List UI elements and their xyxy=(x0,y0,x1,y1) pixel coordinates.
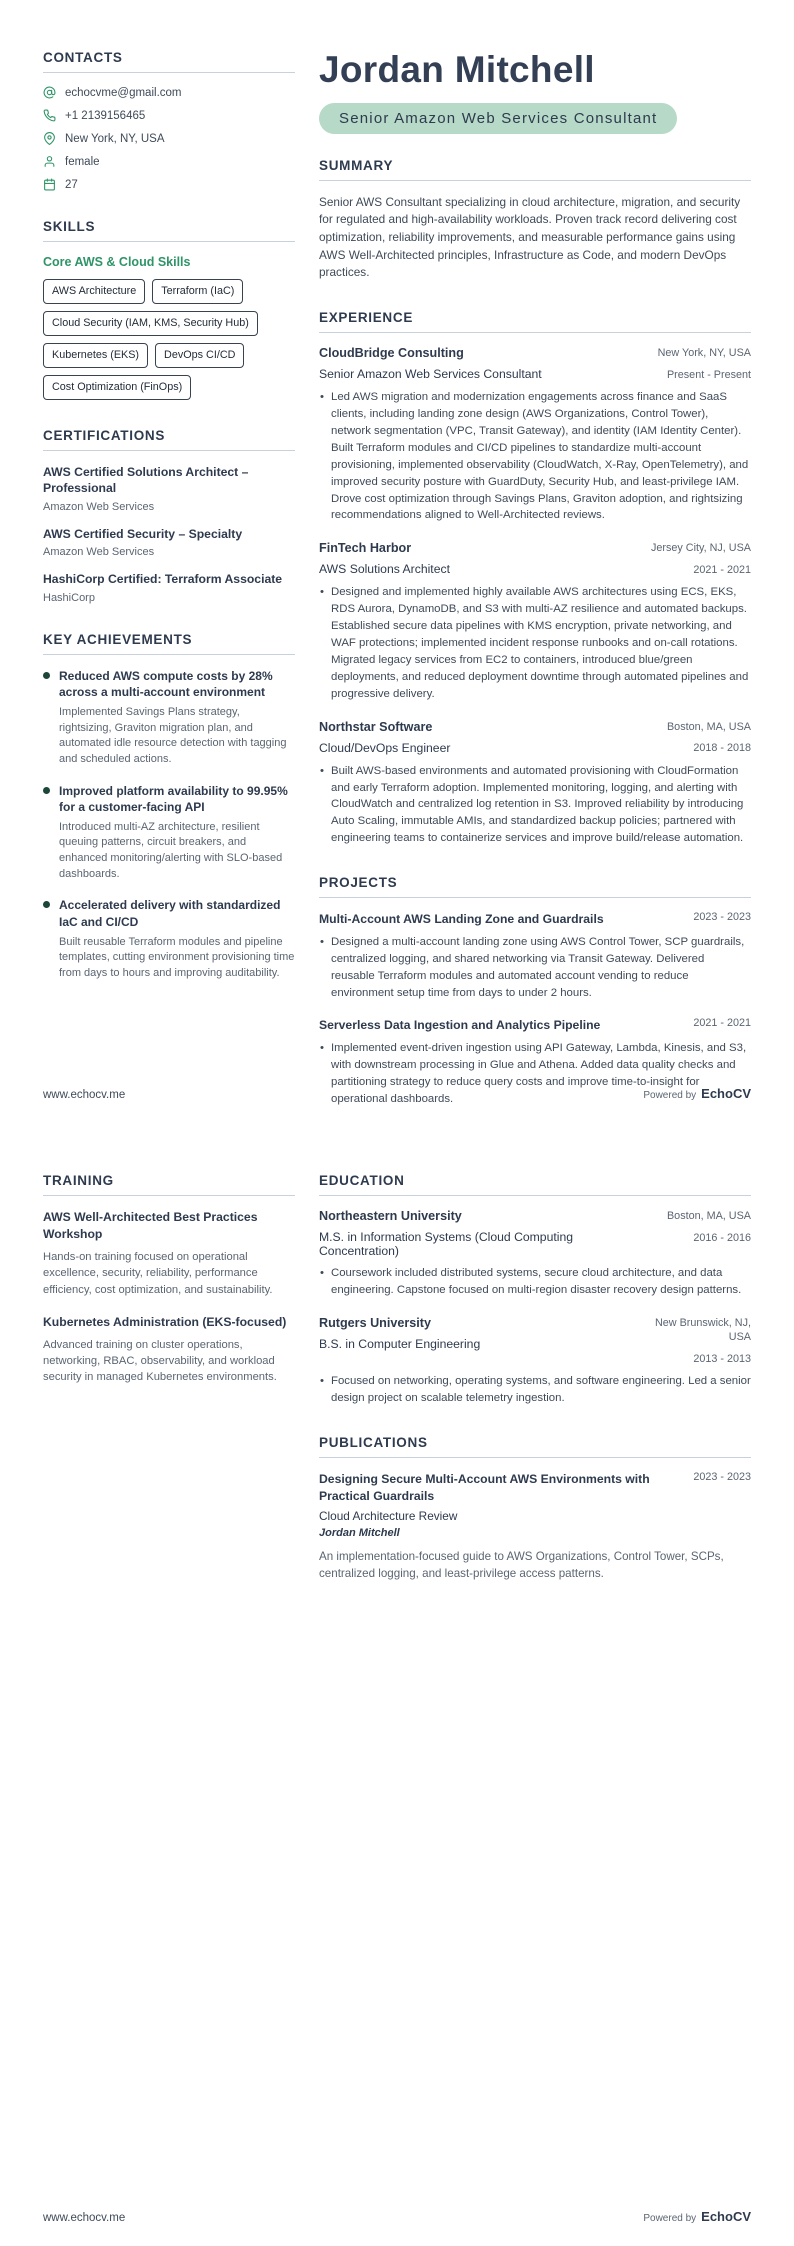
powered-by-prefix: Powered by xyxy=(643,2213,697,2224)
school-location: New Brunswick, NJ, USA xyxy=(655,1316,751,1344)
powered-by-brand: EchoCV xyxy=(701,1086,751,1101)
page-footer xyxy=(43,2209,751,2224)
publications-section xyxy=(319,1435,751,1583)
right-column-page2 xyxy=(319,1173,751,1611)
skill-pill: Terraform (IaC) xyxy=(152,279,243,304)
bullet-dot-icon xyxy=(43,672,50,679)
education-item xyxy=(319,1209,751,1299)
achievement-title: Accelerated delivery with standardized IaC and CI/CD xyxy=(59,898,281,929)
achievement-title: Improved platform availability to 99.95% for a customer-facing API xyxy=(59,783,288,814)
experience-item xyxy=(319,720,751,848)
certification-item xyxy=(43,464,295,513)
skill-pill: Kubernetes (EKS) xyxy=(43,343,148,368)
training-section xyxy=(43,1173,295,1386)
summary-section xyxy=(319,158,751,282)
footer-site-link: www.echocv.me xyxy=(43,1089,126,1101)
company-name: CloudBridge Consulting xyxy=(319,346,464,361)
phone-text: +1 2139156465 xyxy=(65,109,146,122)
achievement-title: Reduced AWS compute costs by 28% across a multi-account environment xyxy=(59,668,273,699)
job-location: Jersey City, NJ, USA xyxy=(651,542,751,555)
skill-pill: DevOps CI/CD xyxy=(155,343,244,368)
powered-by-prefix: Powered by xyxy=(643,1090,697,1101)
skills-pill-list xyxy=(43,279,295,400)
job-dates: 2018 - 2018 xyxy=(693,742,751,755)
certification-issuer: Amazon Web Services xyxy=(43,546,155,559)
job-bullet: • Built AWS-based environments and automated provisioning with CloudFormation and early Terraform adoption. Implemented monitoring, logging, and alerting with CloudWatch and centralized log retention in S3. Improved reliability by introducing Auto Scaling, immutable AMIs, and standardized backup policies; partnered with engineering teams to containerize services and improve build/release automation. xyxy=(319,763,751,847)
project-title: Serverless Data Ingestion and Analytics Pipeline xyxy=(319,1017,601,1032)
bullet-dot-icon xyxy=(43,901,50,908)
education-heading: EDUCATION xyxy=(319,1173,751,1196)
job-bullet: • Designed and implemented highly available AWS architectures using ECS, EKS, RDS Aurora, DynamoDB, and S3 with multi-AZ resilience and automated backups. Established secure data pipelines with KMS encryption, private networking, and WAF protections; implemented incident response runbooks and on-call rotations. Migrated legacy services from EC2 to containers, introduced blue/green deployments, and reduced deployment downtime through automated pipelines and progressive delivery. xyxy=(319,584,751,702)
publication-journal: Cloud Architecture Review xyxy=(319,1509,458,1524)
skill-pill: Cloud Security (IAM, KMS, Security Hub) xyxy=(43,311,258,336)
contact-age xyxy=(43,178,295,191)
education-bullet: • Coursework included distributed systems, secure cloud architecture, and data engineering. Capstone focused on multi-region disaster recovery design patterns. xyxy=(319,1265,751,1299)
title-badge: Senior Amazon Web Services Consultant xyxy=(319,103,677,134)
project-item xyxy=(319,911,751,1002)
certifications-section xyxy=(43,428,295,604)
age-text: 27 xyxy=(65,178,78,191)
project-bullet: • Implemented event-driven ingestion using API Gateway, Lambda, Kinesis, and S3, with downstream processing in Glue and Athena. Added data quality checks and partitioning strategy to reduce query costs and improve time-to-insight for operational dashboards. xyxy=(319,1040,751,1108)
projects-heading: PROJECTS xyxy=(319,875,751,898)
job-location: Boston, MA, USA xyxy=(666,720,751,733)
achievements-heading: KEY ACHIEVEMENTS xyxy=(43,632,295,655)
education-dates: 2013 - 2013 xyxy=(693,1352,751,1365)
powered-by-brand: EchoCV xyxy=(701,2209,751,2224)
certifications-heading: CERTIFICATIONS xyxy=(43,428,295,451)
contacts-section xyxy=(43,50,295,191)
project-title: Multi-Account AWS Landing Zone and Guardrails xyxy=(319,912,604,926)
training-desc: Hands-on training focused on operational excellence, security, reliability, performance efficiency, cost optimization, and sustainability. xyxy=(43,1251,273,1296)
skill-pill: AWS Architecture xyxy=(43,279,145,304)
job-role: AWS Solutions Architect xyxy=(319,562,450,577)
school-name: Rutgers University xyxy=(319,1315,431,1330)
job-dates: 2021 - 2021 xyxy=(693,563,751,576)
header-block xyxy=(319,50,751,134)
certification-name: HashiCorp Certified: Terraform Associate xyxy=(43,572,283,587)
achievement-desc: Implemented Savings Plans strategy, rightsizing, Graviton migration plan, and automated idle resource detection with tagging and scheduled actions. xyxy=(59,706,287,765)
achievement-item xyxy=(43,668,295,768)
achievements-section xyxy=(43,632,295,982)
education-bullet: • Focused on networking, operating systems, and software engineering. Led a senior design project on scalable telemetry ingestion. xyxy=(319,1373,751,1407)
job-role: Cloud/DevOps Engineer xyxy=(319,740,451,755)
skill-pill: Cost Optimization (FinOps) xyxy=(43,375,191,400)
certification-issuer: HashiCorp xyxy=(43,591,95,604)
location-text: New York, NY, USA xyxy=(65,132,165,145)
powered-by xyxy=(643,1086,751,1101)
job-role: Senior Amazon Web Services Consultant xyxy=(319,367,542,382)
publication-author: Jordan Mitchell xyxy=(319,1527,400,1540)
contact-email xyxy=(43,86,295,99)
candidate-name: Jordan Mitchell xyxy=(319,49,595,90)
training-title: Kubernetes Administration (EKS-focused) xyxy=(43,1314,287,1329)
publication-title: Designing Secure Multi-Account AWS Environments with Practical Guardrails xyxy=(319,1472,650,1503)
project-bullet: • Designed a multi-account landing zone using AWS Control Tower, SCP guardrails, centralized logging, and shared networking via Transit Gateway. Delivered reusable Terraform modules and automated account vending to reduce environment setup time from days to under 2 hours. xyxy=(319,934,751,1002)
training-item xyxy=(43,1209,295,1298)
project-dates: 2021 - 2021 xyxy=(693,1016,751,1029)
powered-by xyxy=(643,2209,751,2224)
left-column xyxy=(43,50,295,1123)
degree-name: M.S. in Information Systems (Cloud Computing Concentration) xyxy=(319,1230,574,1258)
certification-issuer: Amazon Web Services xyxy=(43,500,155,513)
education-item xyxy=(319,1316,751,1407)
achievement-desc: Built reusable Terraform modules and pipeline templates, cutting environment provisioning time from days to hours and improving auditability. xyxy=(59,935,295,979)
contact-location xyxy=(43,132,295,145)
footer-site-link: www.echocv.me xyxy=(43,2212,126,2224)
achievement-item xyxy=(43,897,295,981)
education-section xyxy=(319,1173,751,1407)
skills-section xyxy=(43,219,295,400)
certification-item xyxy=(43,526,295,558)
summary-heading: SUMMARY xyxy=(319,158,751,181)
contacts-heading: CONTACTS xyxy=(43,50,295,73)
company-name: FinTech Harbor xyxy=(319,541,412,556)
certification-name: AWS Certified Solutions Architect – Professional xyxy=(43,464,249,496)
page-2 xyxy=(0,1123,794,2246)
project-dates: 2023 - 2023 xyxy=(693,911,751,923)
experience-section xyxy=(319,310,751,847)
achievement-item xyxy=(43,783,295,883)
contact-phone xyxy=(43,109,295,122)
certification-item xyxy=(43,571,295,603)
left-column-page2 xyxy=(43,1173,295,1611)
education-dates: 2016 - 2016 xyxy=(693,1231,751,1244)
degree-name: B.S. in Computer Engineering xyxy=(319,1336,481,1351)
publication-item xyxy=(319,1471,751,1583)
user-icon xyxy=(43,155,56,168)
job-dates: Present - Present xyxy=(666,368,751,381)
publication-dates: 2023 - 2023 xyxy=(693,1471,751,1484)
experience-heading: EXPERIENCE xyxy=(319,310,751,333)
phone-icon xyxy=(43,109,56,122)
experience-item xyxy=(319,346,751,524)
training-heading: TRAINING xyxy=(43,1173,295,1196)
right-column xyxy=(319,50,751,1123)
calendar-icon xyxy=(43,178,56,191)
bullet-dot-icon xyxy=(43,787,50,794)
training-title: AWS Well-Architected Best Practices Workshop xyxy=(43,1210,258,1242)
email-text: echocvme@gmail.com xyxy=(65,86,182,99)
contact-gender xyxy=(43,155,295,168)
training-item xyxy=(43,1314,295,1386)
school-location: Boston, MA, USA xyxy=(666,1210,751,1222)
projects-section xyxy=(319,875,751,1108)
job-location: New York, NY, USA xyxy=(657,347,751,360)
achievement-desc: Introduced multi-AZ architecture, resilient queuing patterns, circuit breakers, and enhanced monitoring/alerting with SLO-based dashboards. xyxy=(59,820,283,880)
skills-group-title: Core AWS & Cloud Skills xyxy=(43,255,191,269)
summary-text: Senior AWS Consultant specializing in cloud architecture, migration, and security for regulated and high-availability workloads. Proven track record delivering cost optimization, reliability improvements, and measurable performance gains using AWS Well-Architected principles, Infrastructure as Code, and modern DevOps practices. xyxy=(319,194,741,280)
training-desc: Advanced training on cluster operations, networking, RBAC, observability, and workload security in managed Kubernetes environments. xyxy=(43,1338,277,1384)
school-name: Northeastern University xyxy=(319,1209,462,1223)
page-footer xyxy=(43,1086,751,1101)
gender-text: female xyxy=(65,155,100,168)
skills-heading: SKILLS xyxy=(43,219,295,242)
company-name: Northstar Software xyxy=(319,719,433,734)
at-sign-icon xyxy=(43,86,56,99)
certification-name: AWS Certified Security – Specialty xyxy=(43,526,243,541)
experience-item xyxy=(319,541,751,702)
map-pin-icon xyxy=(43,132,56,145)
publications-heading: PUBLICATIONS xyxy=(319,1435,751,1458)
job-bullet: • Led AWS migration and modernization engagements across finance and SaaS clients, including landing zone design (AWS Organizations, Control Tower), network segmentation (VPC, Transit Gateway), and identity (IAM Identity Center). Built Terraform modules and CI/CD pipelines to standardize multi-account provisioning, implemented observability (CloudWatch, X-Ray, OpenTelemetry), and improved security posture with GuardDuty, Security Hub, and least-privilege IAM. Drove cost optimization through Savings Plans, Graviton adoption, and rightsizing recommendations aligned to Well-Architected reviews. xyxy=(319,389,751,524)
publication-desc: An implementation-focused guide to AWS Organizations, Control Tower, SCPs, centralized logging, and least-privilege access patterns. xyxy=(319,1550,724,1580)
